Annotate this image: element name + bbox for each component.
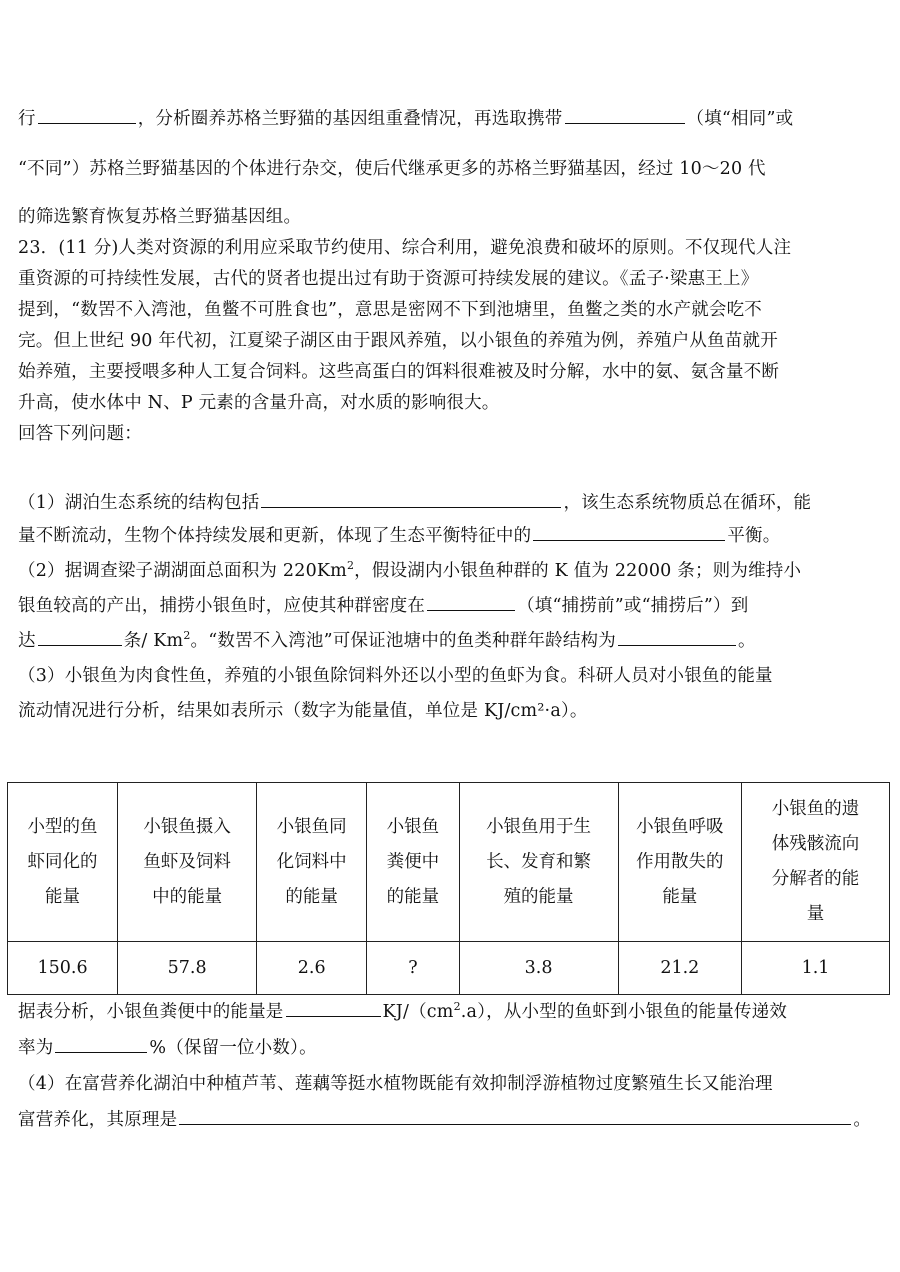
line-3: 的筛选繁育恢复苏格兰野猫基因组。 [18, 207, 302, 227]
text: 条/ Km [123, 631, 184, 651]
table-cell: ? [367, 942, 459, 995]
text: 平衡。 [727, 526, 781, 546]
answer-blank[interactable] [618, 629, 736, 646]
question-23-heading: 23．(11 分)人类对资源的利用应采取节约使用、综合利用，避免浪费和破坏的原则。不仅现代人注 [18, 238, 792, 258]
line-12 [18, 524, 780, 548]
line-10: 回答下列问题： [18, 424, 142, 444]
sub-question-2 [18, 559, 801, 583]
energy-flow-table [7, 782, 890, 995]
line-21 [18, 1108, 871, 1132]
table-header-row [8, 783, 890, 942]
answer-blank[interactable] [533, 524, 725, 541]
text: 。“数罟不入湾池”可保证池塘中的鱼类种群年龄结构为 [190, 631, 616, 651]
sub-question-4: （4）在富营养化湖泊中种植芦苇、莲藕等挺水植物既能有效抑制浮游植物过度繁殖生长又能治理 [18, 1074, 773, 1094]
line-18 [18, 1000, 787, 1024]
text: 行 [18, 109, 36, 129]
table-cell: 57.8 [118, 942, 257, 995]
table-header-cell: 小银鱼 粪便中 的能量 [367, 783, 459, 942]
sub-question-1 [18, 491, 811, 515]
sub-question-3: （3）小银鱼为肉食性鱼，养殖的小银鱼除饲料外还以小型的鱼虾为食。科研人员对小银鱼的能量 [18, 666, 773, 686]
table-header-cell: 小银鱼呼吸 作用散失的 能量 [618, 783, 741, 942]
text: 。 [737, 631, 756, 651]
text: （填“相同”或 [686, 109, 794, 129]
table-cell: 21.2 [618, 942, 741, 995]
table-header-cell: 小银鱼用于生 长、发育和繁 殖的能量 [459, 783, 618, 942]
answer-blank[interactable] [179, 1108, 851, 1125]
text: （2）据调查梁子湖湖面总面积为 220Km [18, 561, 347, 581]
text: 率为 [18, 1038, 54, 1058]
table-cell: 150.6 [8, 942, 118, 995]
line-9: 升高，使水体中 N、P 元素的含量升高，对水质的影响很大。 [18, 393, 500, 413]
superscript: 2 [183, 629, 191, 643]
text: 银鱼较高的产出，捕捞小银鱼时，应使其种群密度在 [18, 596, 426, 616]
line-1 [18, 107, 793, 131]
table-header-cell: 小银鱼同 化饲料中 的能量 [257, 783, 367, 942]
answer-blank[interactable] [286, 1000, 381, 1017]
answer-blank[interactable] [38, 107, 136, 124]
line-19 [18, 1036, 317, 1060]
line-5: 重资源的可持续性发展，古代的贤者也提出过有助于资源可持续发展的建议。《孟子·梁惠王上》 [18, 269, 759, 289]
table-header-cell: 小型的鱼 虾同化的 能量 [8, 783, 118, 942]
line-17: 流动情况进行分析，结果如表所示（数字为能量值，单位是 KJ/cm²·a）。 [18, 701, 588, 721]
text: 达 [18, 631, 36, 651]
text: 量不断流动，生物个体持续发展和更新，体现了生态平衡特征中的 [18, 526, 532, 546]
table-header-cell: 小银鱼摄入 鱼虾及饲料 中的能量 [118, 783, 257, 942]
text: ，假设湖内小银鱼种群的 K 值为 22000 条；则为维持小 [354, 561, 802, 581]
answer-blank[interactable] [565, 107, 685, 124]
superscript: 2 [453, 1000, 461, 1014]
table-row [8, 942, 890, 995]
text: ，该生态系统物质总在循环，能 [563, 493, 812, 513]
text: （1）湖泊生态系统的结构包括 [18, 493, 260, 513]
answer-blank[interactable] [427, 594, 515, 611]
text: .a），从小型的鱼虾到小银鱼的能量传递效 [460, 1002, 788, 1022]
line-6: 提到，“数罟不入湾池，鱼鳖不可胜食也”，意思是密网不下到池塘里，鱼鳖之类的水产就会吃不 [18, 300, 762, 320]
text: 据表分析，小银鱼粪便中的能量是 [18, 1002, 284, 1022]
line-2: “不同”）苏格兰野猫基因的个体进行杂交，使后代继承更多的苏格兰野猫基因，经过 10～20 代 [18, 159, 766, 179]
line-7: 完。但上世纪 90 年代初，江夏梁子湖区由于跟风养殖，以小银鱼的养殖为例，养殖户从鱼苗就开 [18, 331, 778, 351]
text: KJ/（cm [382, 1002, 454, 1022]
answer-blank[interactable] [261, 491, 561, 508]
table-header-cell: 小银鱼的遗 体残骸流向 分解者的能 量 [742, 783, 890, 942]
line-15 [18, 629, 756, 653]
line-14 [18, 594, 748, 618]
answer-blank[interactable] [38, 629, 122, 646]
text: %（保留一位小数）。 [149, 1038, 317, 1058]
line-8: 始养殖，主要授喂多种人工复合饲料。这些高蛋白的饵料很难被及时分解，水中的氨、氨含量不断 [18, 362, 780, 382]
table-cell: 2.6 [257, 942, 367, 995]
text: 富营养化，其原理是 [18, 1110, 178, 1130]
text: （填“捕捞前”或“捕捞后”）到 [517, 596, 749, 616]
text: 。 [853, 1110, 872, 1130]
text: ，分析圈养苏格兰野猫的基因组重叠情况，再选取携带 [137, 109, 563, 129]
table-cell: 3.8 [459, 942, 618, 995]
superscript: 2 [346, 559, 355, 573]
answer-blank[interactable] [55, 1036, 147, 1053]
table-cell: 1.1 [742, 942, 890, 995]
